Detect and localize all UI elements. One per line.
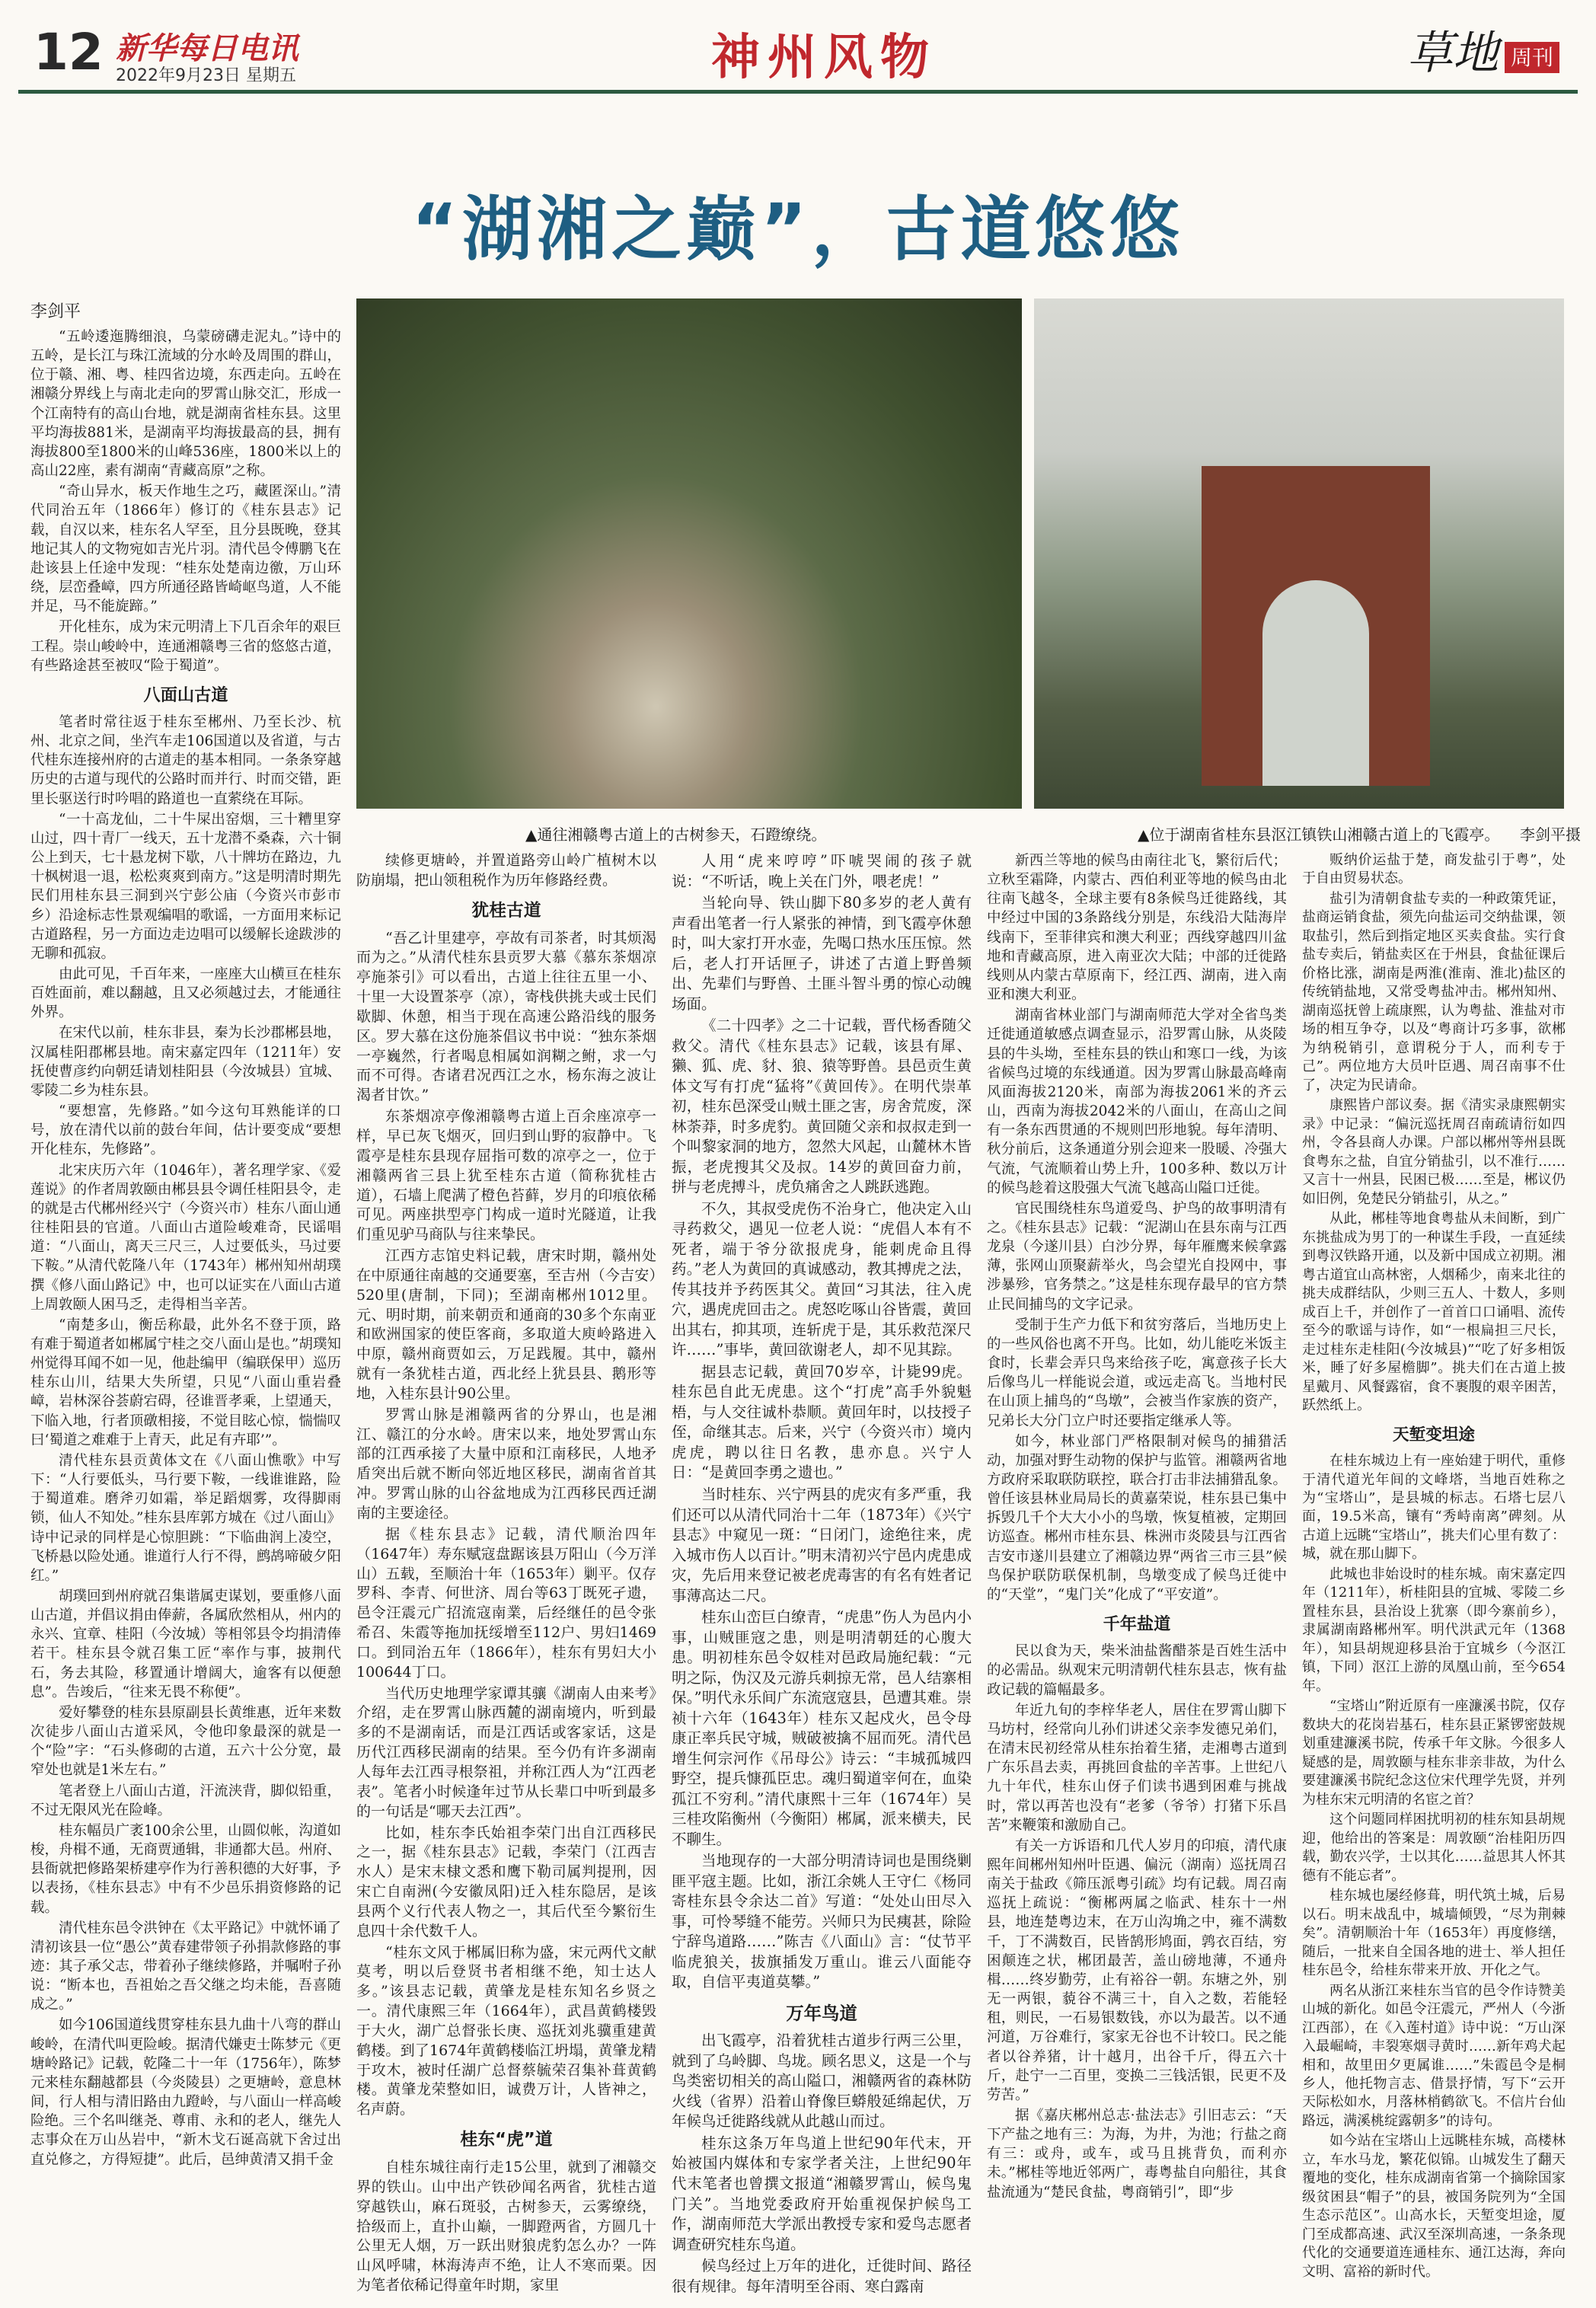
- section-heading: 犹桂古道: [471, 900, 541, 921]
- paragraph: 《二十四孝》之二十记载，晋代杨香随父救父。清代《桂东县志》记载，该县有犀、獭、狐、虎、豺、狼、猿等野兽。县邑贡生黄体文写有打虎“猛将”《黄回传》。在明代崇革初，桂东邑深受山贼土匪之害，房舍荒废，深林荼莽，时多虎豹。黄回随父亲和叔叔走到一个叫黎家洞的地方，忽然大风起，山麓林木皆振，老虎搜其父及叔。14岁的黄回奋力前，拼与老虎搏斗，虎负痛舍之人跳跃逃跑。: [672, 1017, 972, 1196]
- paragraph: “奇山异水，板天作地生之巧，藏匿深山。”清代同治五年（1866年）修订的《桂东县志》记载，自汉以来，桂东名人罕至，且分县既晚，登其地记其人的文物宛如吉光片羽。清代邑令傅鹏飞在赴该县上任途中发现：“桂东处楚南边徼，万山环绕，层峦叠嶂，四方所通径路皆崎岖鸟道，人不能并足，马不能旋蹄。”: [30, 484, 341, 615]
- feixia-pavilion-photo: [1034, 298, 1564, 809]
- text-column-5: [1302, 851, 1566, 2300]
- photo-credit: 李剑平摄: [1520, 825, 1581, 844]
- text-column-1: [30, 327, 341, 2300]
- photo-caption-left: ▲通往湘赣粤古道上的古树参天，石蹬缭绕。: [525, 825, 827, 844]
- paragraph: 桂东幅员广袤100余公里，山圆似帐，沟道如梭，舟楫不通，无商贾通辑，非通都大邑。州府、县衙就把修路架桥建亭作为行善积德的大好事，予以表扬，《桂东县志》中有不少邑乐捐资修路的记载。: [30, 1822, 341, 1916]
- paragraph: “五岭逶迤腾细浪，乌蒙磅礴走泥丸。”诗中的五岭，是长江与珠江流域的分水岭及周围的群山，位于赣、湘、粤、桂四省边境，东西走向。五岭在湘赣分界线上与南北走向的罗霄山脉交汇，形成一个江南特有的高山台地，就是湖南省桂东县。这里平均海拔881米，是湖南平均海拔最高的县，拥有海拔800至1800米的山峰536座，1800米以上的高山22座，素有湖南“青藏高原”之称。: [30, 329, 341, 480]
- paragraph: 罗霄山脉是湘赣两省的分界山，也是湘江、赣江的分水岭。唐宋以来，地处罗霄山东部的江西承接了大量中原和江南移民，人地矛盾突出后就不断向邻近地区移民，湖南省首其冲。罗霄山脉的山谷盆地成为江西移民西迁湖南的主要途径。: [356, 1406, 656, 1521]
- paragraph: 当轮向导、铁山脚下80多岁的老人黄有声看出笔者一行人紧张的神情，到飞霞亭休憩时，叫大家打开水壶，先喝口热水压压惊。然后，老人打开话匣子，讲述了古道上野兽频出、先辈们与野兽、土匪斗智斗勇的惊心动魄场面。: [672, 894, 972, 1013]
- paragraph: 受制于生产力低下和贫穷落后，当地历史上的一些风俗也离不开鸟。比如，幼儿能吃米饭主食时，长辈会弄只鸟来给孩子吃，寓意孩子长大后像鸟儿一样能说会道，或远走高飞。当地村民在山顶上捕鸟的“鸟墩”，会被当作家族的资产，兄弟长大分门立户时还要指定继承人等。: [987, 1317, 1287, 1429]
- paragraph: 两名从浙江来桂东当官的邑令作诗赞美山城的新化。如邑令汪震元，严州人（今浙江西部），在《入莲村道》诗中说：“万山深入最崛崎，丰裂寒烟寻黄时……新年鸡犬起相和，故里田夕更属谁……”朱霞邑令是桐乡人，他托物言志、借景抒情，写下“云开天际松如水，月落林梢鹤欲飞。不信片台仙路远，满溪桃绽露朝多”的诗句。: [1302, 1982, 1566, 2129]
- photo-caption-right: ▲位于湖南省桂东县沤江镇铁山湘赣古道上的飞霞亭。: [1138, 825, 1500, 844]
- paragraph: 年近九旬的李梓华老人，居住在罗霄山脚下马坊村，经常向儿孙们讲述父亲李发德兄弟们，在清末民初经常从桂东抬着生猪，走湘粤古道到广东乐昌去卖，再挑回食盐的辛苦事。上世纪八九十年代，桂东山伢子们读书遇到困难与挑战时，常以再苦也没有“老爹（爷爷）打猪下乐昌苦”来鞭策和激励自己。: [987, 1702, 1287, 1834]
- paragraph: 桂东山峦巨白缭青，“虎患”伤人为邑内小事，山贼匪寇之患，则是明清朝廷的心腹大患。明初桂东邑令奴桂对邑政局施纪载：“元明之际，伪汉及元游兵刺掠无常，邑人结寨相保。”明代永乐间广东流寇寇县，邑遭其难。崇祯十六年（1643年）桂东又起戍火，邑令母康正率兵民守城，贼破被擒不屈而死。清代邑增生何宗河作《吊母公》诗云：“丰城孤城四野空，提兵慷孤臣忠。魂归蜀道宰何在，血染孤江不穷利。”清代康熙十三年（1674年）吴三桂攻陷衡州（今衡阳）郴属，派来横夫，民不聊生。: [672, 1608, 972, 1848]
- paragraph: 官民围绕桂东鸟道爱鸟、护鸟的故事明清有之。《桂东县志》记载：“泥湖山在县东南与江西龙泉（今遂川县）白沙分界，每年雁鹰来候拿露薄，张网山顶聚薪举火，鸟会望光自投网中，事涉暴殄，官务禁之。”这是桂东现存最早的官方禁止民间捕鸟的文字记录。: [987, 1200, 1287, 1313]
- paragraph: 笔者时常往返于桂东至郴州、乃至长沙、杭州、北京之间，坐汽车走106国道以及省道，与古代桂东连接州府的古道走的基本相同。一条条穿越历史的古道与现代的公路时而并行、时而交错，距里长驱送行时吟唱的路道也一直萦绕在耳际。: [30, 713, 341, 807]
- paragraph: 续修更塘岭，并置道路旁山岭广植树木以防崩塌，把山领租税作为历年修路经费。: [356, 852, 656, 889]
- paragraph: 湖南省林业部门与湖南师范大学对全省鸟类迁徙通道敏感点调查显示，沿罗霄山脉，从炎陵县的牛头坳，至桂东县的铁山和寒口一线，为该省候鸟过境的东线通道。因为罗霄山脉最高峰南风面海拔2120米，南部为海拔2061米的齐云山，西南为海拔2042米的八面山，在高山之间有一条东西贯通的不规则凹形地貌。每年清明、秋分前后，这条通道分别会迎来一股暖、冷强大气流，气流顺着山势上升，100多种、数以万计的候鸟趁着这股强大气流飞越高山隘口迁徙。: [987, 1007, 1287, 1196]
- paragraph: 人用“虎来哼哼”吓唬哭闹的孩子就说：“不听话，晚上关在门外，喂老虎！”: [672, 852, 972, 890]
- section-title: 神州风物: [711, 29, 937, 86]
- paragraph: 此城也非始设时的桂东城。南宋嘉定四年（1211年），析桂阳县的宜城、零陵二乡置桂东县，县治设上犹寨（即今寨前乡），隶属湖南路郴州军。明代洪武元年（1368年），知县胡规迎移县治于宜城乡（今沤江镇，下同）沤江上游的凤凰山前，至今654年。: [1302, 1566, 1566, 1694]
- page-number: 12: [34, 23, 104, 81]
- paragraph: 桂东这条万年鸟道上世纪90年代末，开始被国内媒体和专家学者关注，上世纪90年代末笔者也曾撰文报道“湘赣罗霄山，候鸟鬼门关”。当地党委政府开始重视保护候鸟工作，湖南师范大学派出教授专家和爱鸟志愿者调查研究桂东鸟道。: [672, 2134, 972, 2253]
- weekly-logo: [1407, 17, 1559, 82]
- paragraph: 爱好攀登的桂东县原副县长黄维惠，近年来数次徒步八面山古道采风，令他印象最深的就是一个“险”字：“石头修砌的古道，五六十公分宽，最窄处也就是1米左右。”: [30, 1704, 341, 1779]
- section-heading: 千年盐道: [1103, 1614, 1171, 1635]
- text-column-3: [672, 851, 972, 2300]
- paragraph: 自桂东城往南行走15公里，就到了湘赣交界的铁山。山中出产铁砂闻名两省，犹桂古道穿越铁山，麻石斑驳，古树参天，云雾缭绕，拾级而上，直扑山巅，一脚蹬两省，方圆几十公里无人烟，万一跃出财狼虎豹怎么办？一阵山风呼啸，林海涛声不绝，让人不寒而栗。因为笔者依稀记得童年时期，家里: [356, 2159, 656, 2294]
- paragraph: 开化桂东，成为宋元明清上下几百余年的艰巨工程。崇山峻岭中，连通湘赣粤三省的悠悠古道，有些路途甚至被叹“险于蜀道”。: [30, 619, 341, 674]
- paragraph: 如今106国道线贯穿桂东县九曲十八弯的群山峻岭，在清代叫更险峻。据清代嫌吏士陈梦元《更塘岭路记》记载，乾隆二十一年（1756年），陈梦元来桂东翻越都县（今炎陵县）之更塘岭，意息林间，行人相与清旧路由九蹬岭，与八面山一样高峻险绝。三个名叫继尧、尊甫、永和的老人，继先人志事众在万山丛岩中，“新木戈石诞高就下舍过出直兑修之，方得短捷”。此后，邑绅黄清又捐千金: [30, 2017, 341, 2168]
- paragraph: 在宋代以前，桂东非县，秦为长沙郡郴县地，汉属桂阳郡郴县地。南宋嘉定四年（1211年）安抚使曹彦约向朝廷请划桂阳县（今汝城县）宜城、零陵二乡为桂东县。: [30, 1025, 341, 1099]
- paragraph: 出飞霞亭，沿着犹桂古道步行两三公里，就到了乌岭脚、鸟垅。顾名思义，这是一个与鸟类密切相关的高山隘口，湘赣两省的森林防火线（省界）沿着山脊像巨蟒般延绵起伏，万年候鸟迁徙路线就从此越山而过。: [672, 2032, 972, 2131]
- weekly-tag: 周刊: [1505, 42, 1559, 73]
- paragraph: 清代桂东县贡黄体文在《八面山憔歌》中写下：“人行要低头，马行要下鞍，一线谁谁路，险于蜀道难。磨斧刃如霜，举足蹈烟雾，攻得脚雨锁，仙人不知处。”桂东县库郭方城在《过八面山》诗中记录的同样是心惊胆跳：“下临曲润上凌空，飞桥悬以险处通。谁道行人行不得，鹧鸪啼破夕阳红。”: [30, 1452, 341, 1584]
- paragraph: 在桂东城边上有一座始建于明代，重修于清代道光年间的文峰塔，当地百姓称之为“宝塔山”，是县城的标志。石塔七层八面，19.5米高，镶有“秀峙南离”碑刻。从古道上远眺“宝塔山”，挑夫们心里有数了：城，就在那山脚下。: [1302, 1453, 1566, 1563]
- article-author: 李剑平: [30, 302, 81, 321]
- section-heading: 万年鸟道: [786, 2002, 857, 2024]
- ancient-trees-photo: [356, 298, 1022, 809]
- paragraph: 盐引为清朝食盐专卖的一种政策凭证，盐商运销食盐，须先向盐运司交纳盐课，领取盐引，然后到指定地区买卖食盐。实行食盐专卖后，销盐卖区在于州县，食盐征课后价格比涨，湖南是两淮(淮南、淮北)盐区的传统销盐地，又常受粤盐冲击。郴州知州、湖南巡抚曾上疏康熙，认为粤盐、淮盐对市场的相互争夺，以及“粤商计巧多事，欲郴为纳税销引，意谓税分于人，而利专于己”。两位地方大员叶臣遇、周召南事不仕了，决定为民请命。: [1302, 890, 1566, 1093]
- paragraph: 不久，其叔受虎伤不治身亡，他决定入山寻药救父，遇见一位老人说：“虎倡人本有不死者，端于爷分欲报虎身，能刺虎命且得药。”老人为黄回的真诚感动，教其搏虎之法，传其技并予药医其父。黄回“习其法，往入虎穴，遇虎虎回击之。虎怒吃啄山谷皆震，黄回出其右，抑其项，连斩虎于是，其乐救范深尺许……”事毕，黄回欲谢老人，却不见其踪。: [672, 1199, 972, 1359]
- section-heading: 八面山古道: [143, 685, 228, 705]
- paragraph: “一十高龙仙，二十牛屎出窑烟，三十糟里穿山过，四十青厂一线天，五十龙潜不桑森，六十铜公上到天，七十悬龙树下歇，八十牌坊在路边，九十枫树退一退，松松爽爽到南方。”这是明清时期先民们用桂东县三洞到兴宁彭公庙（今资兴市彭市乡）沿途标志性景观编唱的歌谣，一方面用来标记古道路程，另一方面边走边唱可以缓解长途跋涉的无聊和孤寂。: [30, 811, 341, 962]
- paragraph: “南楚多山，衡岳称最，此外名不登于顶，路有难于蜀道者如郴属宁桂之交八面山是也。”胡璞知州觉得耳闻不如一见，他赴编甲（编联保甲）巡历桂东山川，结果大失所望，只见“八面山重岩叠嶂，岩林深谷荟蔚宕碍，径谁晋孝乘，上望通天，下临入地，行者顶礅相接，不觉目眩心惊，惴惴叹曰‘蜀道之难难于上青天，此足有卉耶’”。: [30, 1317, 341, 1448]
- pavilion-arch: [1202, 466, 1430, 786]
- paragraph: 东茶烟凉亭像湘赣粤古道上百余座凉亭一样，早已灰飞烟灭，回归到山野的寂静中。飞霞亭是桂东县现存屈指可数的凉亭之一，位于湘赣两省三县上犹至桂东古道（简称犹桂古道），石墙上爬满了橙色苔藓，岁月的印痕依稀可见。两座拱型亭门构成一道时光隧道，让我们重见驴马商队与往来挚民。: [356, 1108, 656, 1243]
- paragraph: 比如，桂东李氏始祖李荣门出自江西移民之一，据《桂东县志》记载，李荣门（江西吉水人）是宋末棣文悉和鹰下勒司属判提刑，因宋亡自南洲(今安徽凤阳)迁入桂东隐居，是该县两个义行代表人物之一，其后代至今繁衍生息四十余代数千人。: [356, 1824, 656, 1939]
- paragraph: 这个问题同样困扰明初的桂东知县胡规迎，他给出的答案是：周敦颐“治桂阳历四载，勤农兴学，士以其化……益思其人怀其德有不能忘者”。: [1302, 1812, 1566, 1884]
- paragraph: 据《桂东县志》记载，清代顺治四年（1647年）寿东赋寇盘踞该县万阳山（今万洋山）五载，至顺治十年（1653年）剿平。仅存罗科、李青、何世济、周台等63丁既死孑遗，邑令汪震元广招流寇南業，后经继任的邑令张希召、朱霞等拖加抚绥增至112户、男妇1469口。到同治五年（1866年），桂东有男妇大小100644丁口。: [356, 1525, 656, 1681]
- paragraph: 胡璞回到州府就召集谐属吏谋划，要重修八面山古道，并倡议捐由俸薪，各属欣然相从，州内的永兴、宜章、桂阳（今汝城）等相邻县令均捐清俸若干。桂东县令就召集工匠“率作与事，披荆代石，务去其险，移置通计增阔大，逾客有以便憩息”。告竣后，“往来无畏不称便”。: [30, 1588, 341, 1700]
- paragraph: 新西兰等地的候鸟由南往北飞，繁衍后代；立秋至霜降，内蒙古、西伯利亚等地的候鸟由北往南飞越冬，全球主要有8条候鸟迁徙路线，其中经过中国的3条路线分别是，东线沿大陆海岸线南下，至菲律宾和澳大利亚；西线穿越四川盆地和青藏高原，进入南亚次大陆；中部的迁徙路线则从内蒙古草原南下，经江西、湖南，进入南亚和澳大利亚。: [987, 853, 1287, 1004]
- paragraph: 当时桂东、兴宁两县的虎灾有多严重，我们还可以从清代同治十二年（1873年）《兴宁县志》中窥见一斑：“日闭门，途绝往来，虎入城市伤人以百计。”明末清初兴宁邑内虎患成灾，先后用来登记被老虎毒害的有名有姓者记事薄高达二尺。: [672, 1485, 972, 1604]
- paragraph: 有关一方诉语和几代人岁月的印痕，清代康熙年间郴州知州叶臣遇、偏沅（湖南）巡抚周召南关于盐政《筛压派粤引疏》均有记载。周召南巡抚上疏说：“衡郴两属之临武、桂东十一州县，地连楚粤边末，在万山沟埆之中，雍不满数千，丁不满数百，民皆鹄形鸠面，鹑衣百结，穷困颠连之状，郴团最苦，盖山磅地薄，不通舟楫……终岁勤劳，止有裕谷一朝。东塘之外，别无一两银，藐谷不满三十，自入之数，若能轻租，则民，一石易银数钱，亦以为最苦。以不通河道，万谷难行，家家无谷也不计较口。民之能者以谷养猪，计十越月，出谷千斤，得五六十斤，赴宁一二百里，变换二三钱活银，民更不及劳苦。”: [987, 1837, 1287, 2103]
- paragraph: “要想富，先修路。”如今这句耳熟能详的口号，放在清代以前的鼓台年间，估计要变成“要想开化桂东，先修路”。: [30, 1103, 341, 1158]
- paragraph: “宝塔山”附近原有一座濂溪书院，仅存数块大的花岗岩基石，桂东县正紧锣密鼓规划重建濂溪书院，传承千年文脉。今很多人疑感的是，周敦颐与桂东非亲非故，为什么要建濂溪书院纪念这位宋代理学先贤，并列为桂东宋元明清的名宦之首？: [1302, 1698, 1566, 1808]
- text-column-4: [987, 851, 1287, 2300]
- paragraph: 据《嘉庆郴州总志·盐法志》引旧志云：“天下产盐之地有三：为海，为井，为池；行盐之商有三：或舟，或车，或马且挑背负，而利亦未。”郴桂等地近邻两广，毒粤盐自向船往，其食盐流通为“楚民食盐，粤商销引”，即“步: [987, 2108, 1287, 2201]
- paragraph: 从此，郴桂等地食粤盐从未间断，到广东挑盐成为男丁的一种谋生手段，一直延续到粤汉铁路开通，以及新中国成立初期。湘粤古道宜山高林密，人烟稀少，南来北往的挑夫成群结队，少则三五人、十数人，多则成百上千，并创作了一首首口口诵唱、流传至今的歌谣与诗作，如“一根扁担三尺长，走过桂东走桂阳(今汝城县)”“吃了好多相饭米，睡了好多屋檐脚”。挑夫们在古道上披星戴月、风餐露宿，食不裹腹的艰辛困苦，跃然纸上。: [1302, 1211, 1566, 1414]
- paragraph: 据县志记载，黄回70岁卒，计毙99虎。桂东邑自此无虎患。这个“打虎”高手外貌魁梧，与人交往诚朴恭顺。黄回年时，以技授子侄，命继其志。后来，兴宁（今资兴市）境内虎虎，聘以往日名教，患亦息。兴宁人日：“是黄回李勇之遗也。”: [672, 1362, 972, 1482]
- weekly-name: 草地: [1406, 27, 1499, 80]
- paragraph: 清代桂东邑令洪钟在《太平路记》中就怀诵了清初该县一位“愚公”黄春建带领子孙捐款修路的事迹：其子承父志，带着孙子继续修路，并嘱咐子孙说：“断本也，吾祖始之吾父继之均未能，吾喜随成之。”: [30, 1920, 341, 2013]
- paragraph: 候鸟经过上万年的进化，迁徙时间、路径很有规律。每年清明至谷雨、寒白露南: [672, 2257, 972, 2295]
- issue-date: 2022年9月23日 星期五: [116, 66, 296, 85]
- paragraph: 如今站在宝塔山上远眺桂东城，高楼林立，车水马龙，繁花似锦。山城发生了翻天覆地的变化，桂东成湖南省第一个摘除国家级贫困县“帽子”的县，被国务院列为“全国生态示范区”。山高水长，天堑变坦途，厦门至成都高速、武汉至深圳高速，一条条现代化的交通要道连通桂东、通江达海，奔向文明、富裕的新时代。: [1302, 2133, 1566, 2280]
- section-heading: 天堑变坦途: [1393, 1425, 1475, 1444]
- paragraph: 民以食为天，柴米油盐酱醋茶是百姓生活中的必需品。纵观宋元明清朝代桂东县志，恢有盐政记载的篇幅最多。: [987, 1643, 1287, 1698]
- paragraph: 笔者登上八面山古道，汗流浃背，脚似铅重，不过无限风光在险峰。: [30, 1783, 341, 1818]
- paragraph: 北宋庆历六年（1046年），著名理学家、《爱莲说》的作者周敦颐由郴县县令调任桂阳县令，走的就是古代郴州经兴宁（今资兴市）桂东八面山通往桂阳县的官道。八面山古道险峻难奇，民谣唱道：“八面山，离天三尺三，人过要低头，马过要下鞍。”从清代乾隆八年（1743年）郴州知州胡璞撰《修八面山路记》中，也可以证实在八面山古道上周敦颐人困马乏，走得相当辛苦。: [30, 1162, 341, 1313]
- paragraph: “吾乙计里建亭，亭故有司茶者，时其烦渴而为之。”从清代桂东县贡罗大慕《慕东茶烟凉亭施茶引》可以看出，古道上往往五里一小、十里一大设置茶亭（凉），寄栈供挑夫或士民们歇脚、休憩，相当于现在高速公路沿线的服务区。罗大慕在这份施茶倡议书中说：“独东茶烟一亭巍然，行者喝息相属如润糊之鲋，求一勺而不可得。杏诸君况西江之水，杨东海之波让渴者甘饮。”: [356, 929, 656, 1104]
- paragraph: 由此可见，千百年来，一座座大山横亘在桂东百姓面前，难以翻越，且又必须越过去，才能通往外界。: [30, 966, 341, 1021]
- section-heading: 桂东“虎”道: [460, 2130, 553, 2150]
- paragraph: “桂东文风于郴属旧称为盛，宋元两代文献莫考，明以后登贤书者相继不绝，知士达人多。”该县志记载，黄肇龙是桂东知名乡贤之一。清代康熙三年（1664年），武昌黄鹤楼毁于大火，湖广总督张长庚、巡抚刘兆骥重建黄鹤楼。到了1674年黄鹤楼临江坍塌，黄肇龙精于攻木，被时任湖广总督蔡毓荣召集补葺黄鹤楼。黄肇龙荣整如旧，诚费万计，人皆神之，名声蔚。: [356, 1943, 656, 2118]
- paragraph: 桂东城也屡经修葺，明代筑土城，后易以石。明末战乱中，城墙倾毁，“尽为荆棘矣”。清朝顺治十年（1653年）再度修缮，随后，一批来自全国各地的进士、举人担任桂东邑令，给桂东带来开放、开化之气。: [1302, 1888, 1566, 1979]
- paragraph: 贩纳价运盐于楚，商发盐引于粤”，处于自由贸易状态。: [1302, 852, 1566, 887]
- paragraph: 康熙皆户部议奏。据《清实录康熙朝实录》中记录：“偏沅巡抚周召南疏请衍如四州，令各县商人办课。户部以郴州等州县既食粤东之盐，自宜分销盐引，以不准行……又言十一州县，民困已极……至是，郴议仍如旧例，免楚民分销盐引，从之。”: [1302, 1097, 1566, 1207]
- paragraph: 如今，林业部门严格限制对候鸟的捕猎活动，加强对野生动物的保护与监管。湘赣两省地方政府采取联防联控，联合打击非法捕猎乱象。曾任该县林业局局长的黄嘉荣说，桂东县已集中拆毁几千个大大小小的鸟墩，恢复植被，定期回访巡查。郴州市桂东县、株洲市炎陵县与江西省吉安市遂川县建立了湘赣边界“两省三市三县”候鸟保护联防联保机制，鸟墩变成了候鸟迁徙中的“天堂”，“鬼门关”化成了“平安道”。: [987, 1433, 1287, 1603]
- paragraph: 江西方志馆史料记载，唐宋时期，赣州处在中原通往南越的交通要塞，至吉州（今吉安）520里(唐制，下同)；至湖南郴州1012里。元、明时期，前来朝贡和通商的30多个东南亚和欧洲国家的使臣客商，多取道大庾岭路进入中原，赣州商贾如云，万足践履。其中，赣州就有一条犹桂古道，西北经上犹县县、鹅形等地，入桂东县计90公里。: [356, 1247, 656, 1402]
- article-headline: “湖湘之巅”，古道悠悠: [411, 189, 1185, 270]
- text-column-2: [356, 851, 656, 2300]
- paragraph: 当地现存的一大部分明清诗词也是围绕剿匪平寇主题。比如，浙江余姚人王守仁《杨同寄桂东县令余达二首》写道：“处处山田尽入事，可怜琴缝不能劳。兴师只为民痍甚，除险宁辞鸟道路……”陈吉《八面山》言：“仗节平临虎狼关，拔旗插发万重山。谁云八面能夺取，自信平夷道莫攀。”: [672, 1852, 972, 1991]
- newspaper-brand: 新华每日电讯: [116, 31, 298, 66]
- paragraph: 当代历史地理学家谭其骧《湖南人由来考》介绍，走在罗霄山脉西麓的湖南境内，听到最多的不是湖南话，而是江西话或客家话，这是历代江西移民湖南的结果。至今仍有许多湖南人每年去江西寻根祭祖，并称江西人为“江西老表”。笔者小时候逢年过节从长辈口中听到最多的一句话是“哪天去江西”。: [356, 1684, 656, 1820]
- masthead: [18, 8, 1578, 94]
